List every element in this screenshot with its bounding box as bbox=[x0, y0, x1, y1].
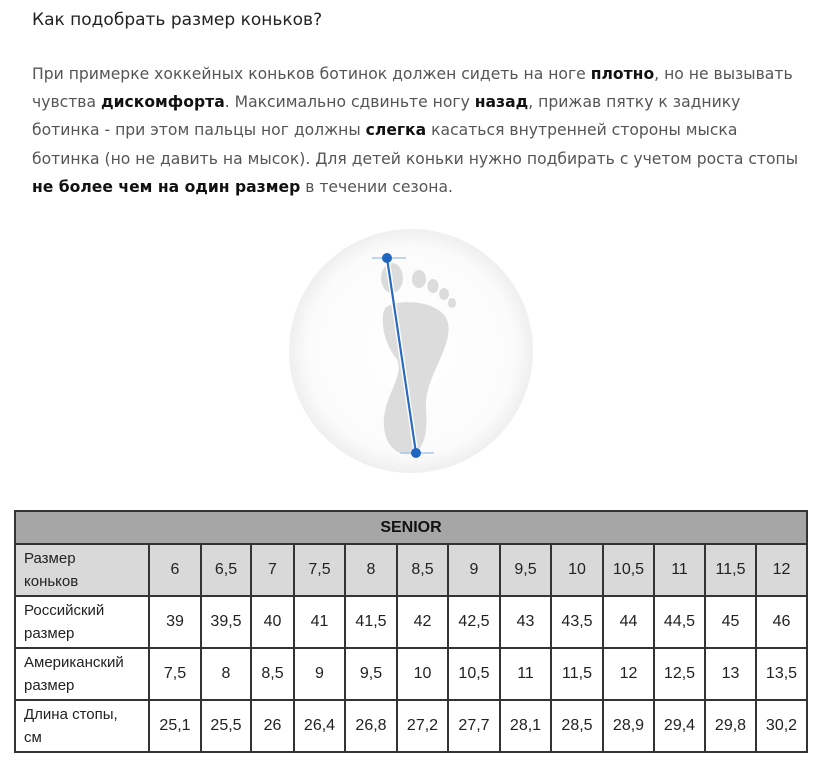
row-label bbox=[15, 700, 149, 752]
table-cell: 7 bbox=[251, 544, 294, 596]
table-cell: 40 bbox=[251, 596, 294, 648]
table-cell: 30,2 bbox=[756, 700, 807, 752]
table-cell: 6,5 bbox=[201, 544, 251, 596]
row-label-line: Российский bbox=[24, 602, 105, 619]
page-title: Как подобрать размер коньков? bbox=[32, 10, 323, 30]
table-cell: 8 bbox=[345, 544, 397, 596]
table-cell: 25,1 bbox=[149, 700, 201, 752]
table-cell: 42 bbox=[397, 596, 448, 648]
paragraph-text: , но не вызывать чувства bbox=[32, 65, 793, 112]
row-label-line: Длина стопы, bbox=[24, 706, 118, 723]
table-cell: 43,5 bbox=[551, 596, 603, 648]
emphasis-text: назад bbox=[474, 93, 529, 112]
table-cell: 11,5 bbox=[705, 544, 756, 596]
table-cell: 13 bbox=[705, 648, 756, 700]
row-label-line: размер bbox=[24, 625, 75, 642]
row-label-line: см bbox=[24, 729, 42, 746]
table-cell: 27,2 bbox=[397, 700, 448, 752]
table-row bbox=[15, 700, 807, 752]
paragraph-text: в течении сезона. bbox=[300, 177, 453, 196]
table-cell: 13,5 bbox=[756, 648, 807, 700]
table-row bbox=[15, 544, 807, 596]
emphasis-text: дискомфорта bbox=[101, 93, 225, 112]
table-cell: 44 bbox=[603, 596, 654, 648]
table-cell: 29,8 bbox=[705, 700, 756, 752]
table-cell: 42,5 bbox=[448, 596, 500, 648]
table-cell: 12 bbox=[603, 648, 654, 700]
measure-point-heel bbox=[411, 448, 421, 458]
row-label-line: коньков bbox=[24, 573, 79, 590]
table-cell: 28,9 bbox=[603, 700, 654, 752]
table-cell: 39,5 bbox=[201, 596, 251, 648]
row-label bbox=[15, 596, 149, 648]
table-cell: 8,5 bbox=[251, 648, 294, 700]
table-cell: 44,5 bbox=[654, 596, 705, 648]
table-cell: 10,5 bbox=[448, 648, 500, 700]
measure-point-toe bbox=[382, 253, 392, 263]
table-cell: 10 bbox=[551, 544, 603, 596]
table-cell: 12,5 bbox=[654, 648, 705, 700]
emphasis-text: не более чем на один размер bbox=[32, 177, 301, 196]
table-cell: 46 bbox=[756, 596, 807, 648]
table-cell: 7,5 bbox=[294, 544, 345, 596]
table-cell: 6 bbox=[149, 544, 201, 596]
table-cell: 41,5 bbox=[345, 596, 397, 648]
table-cell: 27,7 bbox=[448, 700, 500, 752]
table-cell: 25,5 bbox=[201, 700, 251, 752]
table-caption: SENIOR bbox=[15, 511, 807, 544]
emphasis-text: плотно bbox=[590, 65, 655, 83]
paragraph-text: . Максимально сдвиньте ногу bbox=[224, 93, 475, 112]
row-label bbox=[15, 544, 149, 596]
table-cell: 11 bbox=[500, 648, 551, 700]
fitting-instructions bbox=[32, 60, 802, 201]
table-cell: 10,5 bbox=[603, 544, 654, 596]
paragraph-text: , прижав пятку к заднику ботинка - при этом пальцы ног должны bbox=[32, 93, 741, 140]
row-label-line: Американский bbox=[24, 654, 124, 671]
emphasis-text: слегка bbox=[365, 121, 427, 140]
table-cell: 11,5 bbox=[551, 648, 603, 700]
table-row bbox=[15, 648, 807, 700]
table-cell: 43 bbox=[500, 596, 551, 648]
table-cell: 28,5 bbox=[551, 700, 603, 752]
foot-measure-icon bbox=[288, 228, 534, 474]
table-cell: 9,5 bbox=[345, 648, 397, 700]
table-cell: 26 bbox=[251, 700, 294, 752]
table-cell: 9,5 bbox=[500, 544, 551, 596]
row-label-line: размер bbox=[24, 677, 75, 694]
table-cell: 7,5 bbox=[149, 648, 201, 700]
table-cell: 26,4 bbox=[294, 700, 345, 752]
table-cell: 9 bbox=[294, 648, 345, 700]
table-cell: 41 bbox=[294, 596, 345, 648]
table-cell: 10 bbox=[397, 648, 448, 700]
row-label bbox=[15, 648, 149, 700]
table-cell: 8,5 bbox=[397, 544, 448, 596]
table-cell: 26,8 bbox=[345, 700, 397, 752]
table-cell: 11 bbox=[654, 544, 705, 596]
paragraph-text: При примерке хоккейных коньков ботинок должен сидеть на ноге bbox=[32, 65, 591, 83]
table-row bbox=[15, 596, 807, 648]
table-cell: 12 bbox=[756, 544, 807, 596]
row-label-line: Размер bbox=[24, 550, 76, 567]
table-cell: 9 bbox=[448, 544, 500, 596]
table-cell: 29,4 bbox=[654, 700, 705, 752]
paragraph-text: касаться внутренней стороны мыска ботинка (но не давить на мысок). Для детей коньки нужно подбирать с учетом роста стопы bbox=[32, 121, 799, 168]
table-cell: 45 bbox=[705, 596, 756, 648]
table-cell: 28,1 bbox=[500, 700, 551, 752]
table-cell: 39 bbox=[149, 596, 201, 648]
table-cell: 8 bbox=[201, 648, 251, 700]
size-table bbox=[14, 510, 808, 753]
